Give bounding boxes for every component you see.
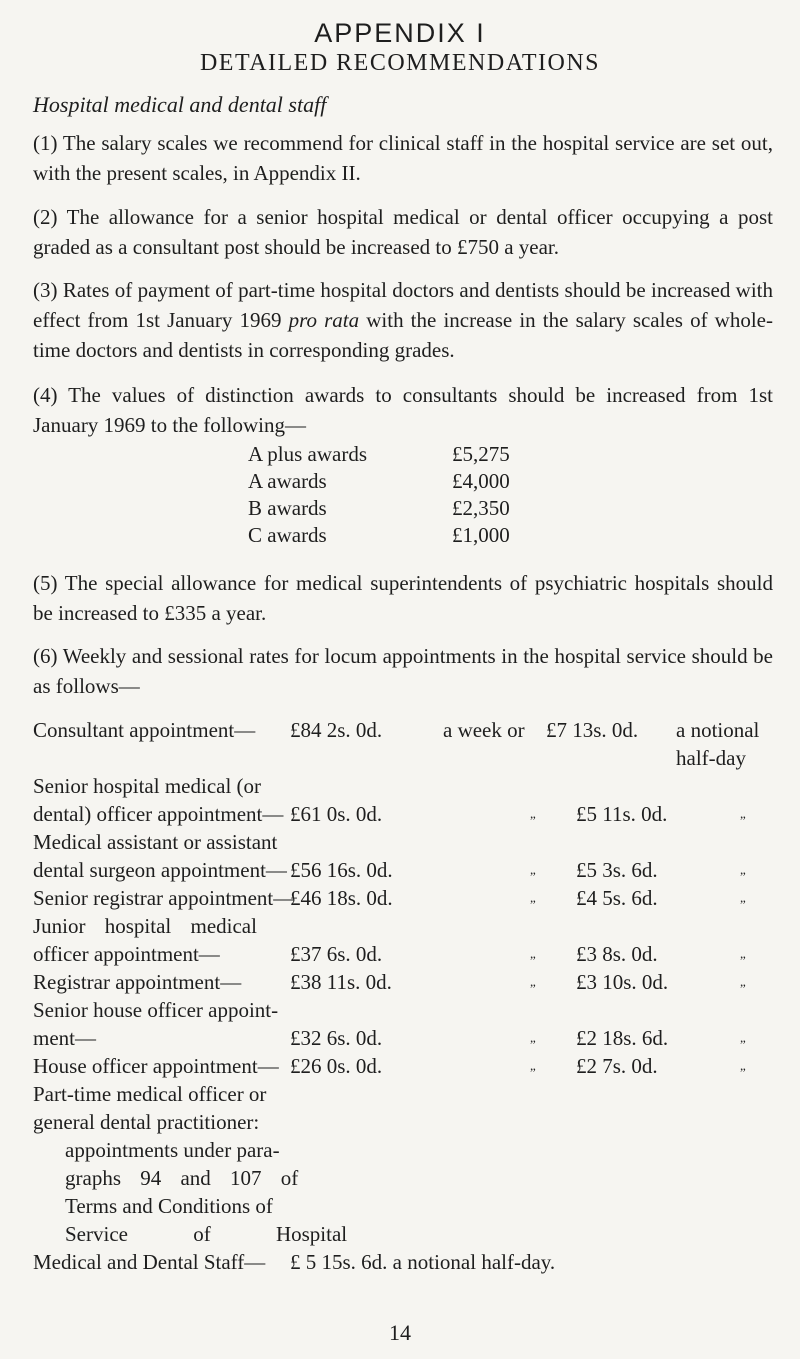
- paragraph-4: (4) The values of distinction awards to consultants should be increased from 1st January 1969 to the following—: [33, 383, 773, 437]
- locum-row-label: officer appointment—: [33, 942, 220, 966]
- paragraph-1: (1) The salary scales we recommend for clinical staff in the hospital service are set out, with the present scales, in Appendix II.: [33, 131, 773, 185]
- locum-row-sessional: £4 5s. 6d.: [576, 886, 658, 910]
- locum-row-sessional: £5 3s. 6d.: [576, 858, 658, 882]
- locum-row-weekly: £46 18s. 0d.: [290, 886, 393, 910]
- ditto-mark: „: [530, 862, 536, 877]
- part-time-rate: £ 5 15s. 6d. a notional half-day.: [290, 1250, 556, 1274]
- part-time-label: general dental practitioner:: [33, 1110, 260, 1134]
- appendix-title: APPENDIX I: [314, 18, 486, 48]
- locum-row-label: House officer appointment—: [33, 1054, 279, 1078]
- locum-row-label: Senior registrar appointment—: [33, 886, 295, 910]
- locum-row-label: dental surgeon appointment—: [33, 858, 287, 882]
- ditto-mark: „: [740, 946, 746, 961]
- ditto-mark: „: [740, 1058, 746, 1073]
- paragraph-3-text-b: with the increase in the salary scales of whole-time doctors and dentists in corresponding grades.: [33, 308, 773, 362]
- part-time-label: appointments under para-: [65, 1138, 280, 1162]
- main-heading: DETAILED RECOMMENDATIONS: [199, 50, 601, 76]
- award-name: C awards: [248, 523, 327, 547]
- ditto-mark: „: [530, 806, 536, 821]
- award-value: £1,000: [452, 523, 510, 547]
- locum-row-label: Registrar appointment—: [33, 970, 242, 994]
- locum-consultant-label: Consultant appointment—: [33, 718, 256, 742]
- paragraph-3: [33, 275, 773, 365]
- locum-row-label: ment—: [33, 1026, 96, 1050]
- locum-row-label: dental) officer appointment—: [33, 802, 284, 826]
- locum-half-day: half-day: [676, 746, 746, 770]
- locum-row-weekly: £38 11s. 0d.: [290, 970, 392, 994]
- part-time-label: Part-time medical officer or: [33, 1082, 267, 1106]
- ditto-mark: „: [740, 974, 746, 989]
- locum-row-weekly: £26 0s. 0d.: [290, 1054, 383, 1078]
- locum-row-weekly: £56 16s. 0d.: [290, 858, 393, 882]
- ditto-mark: „: [530, 946, 536, 961]
- locum-row-sessional: £2 18s. 6d.: [576, 1026, 669, 1050]
- locum-row-weekly: £61 0s. 0d.: [290, 802, 383, 826]
- pro-rata-italic: pro rata: [288, 308, 360, 332]
- ditto-mark: „: [740, 806, 746, 821]
- locum-consultant-sessional: £7 13s. 0d.: [546, 718, 639, 742]
- locum-row-sessional: £2 7s. 0d.: [576, 1054, 658, 1078]
- award-name: B awards: [248, 496, 327, 520]
- paragraph-3-text-a: (3) Rates of payment of part-time hospital doctors and dentists should be increased with effect from 1st January 1969: [33, 278, 773, 332]
- ditto-mark: „: [740, 862, 746, 877]
- award-value: £2,350: [452, 496, 510, 520]
- paragraph-6: (6) Weekly and sessional rates for locum appointments in the hospital service should be as follows—: [33, 644, 773, 698]
- award-value: £4,000: [452, 469, 510, 493]
- locum-consultant-weekly: £84 2s. 0d.: [290, 718, 383, 742]
- locum-row-label: Senior hospital medical (or: [33, 774, 262, 798]
- ditto-mark: „: [530, 1030, 536, 1045]
- page-number: 14: [389, 1320, 411, 1345]
- ditto-mark: „: [530, 1058, 536, 1073]
- paragraph-5: (5) The special allowance for medical superintendents of psychiatric hospitals should be increased to £335 a year.: [33, 571, 773, 625]
- part-time-label: Service of Hospital: [65, 1222, 348, 1246]
- part-time-label: Medical and Dental Staff—: [33, 1250, 266, 1274]
- ditto-mark: „: [740, 890, 746, 905]
- locum-row-sessional: £3 8s. 0d.: [576, 942, 658, 966]
- ditto-mark: „: [740, 1030, 746, 1045]
- ditto-mark: „: [530, 974, 536, 989]
- award-name: A awards: [248, 469, 327, 493]
- section-heading: Hospital medical and dental staff: [33, 92, 327, 117]
- locum-a-notional: a notional: [676, 718, 760, 742]
- part-time-label: Terms and Conditions of: [65, 1194, 273, 1218]
- part-time-label: graphs 94 and 107 of: [65, 1166, 299, 1190]
- paragraph-2: (2) The allowance for a senior hospital medical or dental officer occupying a post graded as a consultant post should be increased to £750 a year.: [33, 205, 773, 259]
- locum-row-weekly: £37 6s. 0d.: [290, 942, 383, 966]
- locum-row-label: Medical assistant or assistant: [33, 830, 278, 854]
- locum-row-sessional: £5 11s. 0d.: [576, 802, 668, 826]
- award-value: £5,275: [452, 442, 510, 466]
- locum-row-label: Senior house officer appoint-: [33, 998, 279, 1022]
- award-name: A plus awards: [248, 442, 367, 466]
- locum-row-label: Junior hospital medical: [33, 914, 257, 938]
- locum-row-weekly: £32 6s. 0d.: [290, 1026, 383, 1050]
- ditto-mark: „: [530, 890, 536, 905]
- locum-row-sessional: £3 10s. 0d.: [576, 970, 669, 994]
- locum-a-week-or: a week or: [443, 718, 525, 742]
